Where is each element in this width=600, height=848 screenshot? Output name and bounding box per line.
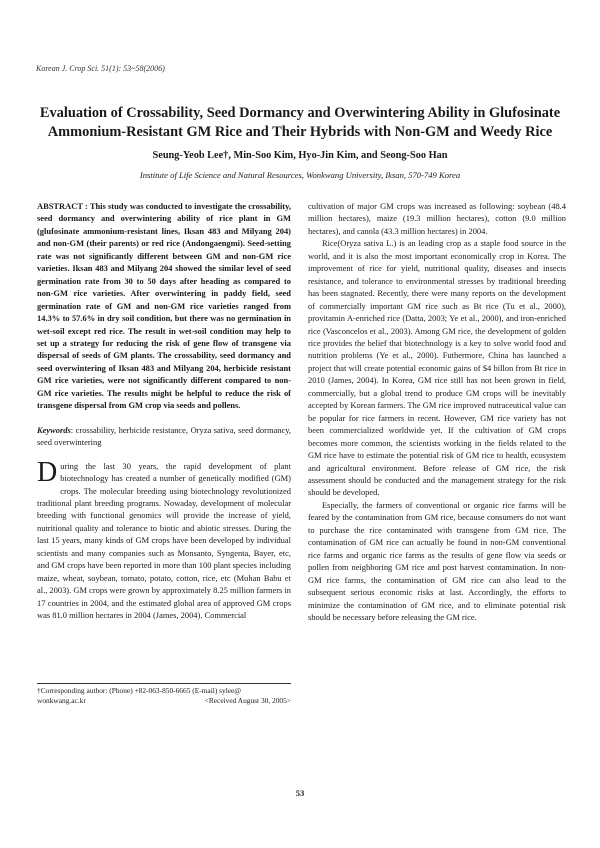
right-paragraph-2: Rice(Oryza sativa L.) is an leading crop as a staple food source in the world, and it is also the most important economically crop in Korea. The improvement of rice for yield, nutritional quality, diseases and insects resistance, and tolerance to environmental stresses by traditional breeding has been stagnated. Recently, there were many reports on the development of commercially important GM rice such as Bt rice (Tu et al., 2000), provitamin A-enriched rice (Datta, 2003; Ye et al., 2000), and iron-enriched rice (Vasconcelos et al., 2003). Among GM rice, the development of golden rice provides the belief that biotechnology is a key to solve world food and nutrition problems (Ye et al., 2000). Futhermore, China has launched a project that will create potential economic gains of $4 billon from Bt rice in 2010 (James, 2004). In Korea, GM rice still has not been grown in field, commercially, but a global trend to produce GM crops will be inevitably accepted by Korean farmers. The GM rice improved nutraceutical value can be popular for rice farmers in recent. However, GM rice variety has not been commercialized worldwide yet. If the cultivation of GM crops becomes more common, the scientists working in the fields related to the GM rice have to estimate the potential risk of GM rice to health, ecosystem and agricultural environment. Before release of GM rice, the risk assessment should be conducted and the management strategy for the risk should be developed. bbox=[308, 238, 566, 498]
title-line-2: Ammonium-Resistant GM Rice and Their Hybrids with Non-GM and Weedy Rice bbox=[47, 124, 553, 140]
author-list: Seung-Yeob Lee†, Min-Soo Kim, Hyo-Jin Kim, and Seong-Soo Han bbox=[152, 150, 448, 161]
abstract-label: ABSTRACT : bbox=[37, 201, 90, 211]
keywords-label: Keywords bbox=[37, 424, 71, 435]
footnote-email-end: wonkwang.ac.kr bbox=[37, 696, 86, 705]
footnote-contact: †Corresponding author: (Phone) +82-063-850-6665 (E-mail) sylee@ bbox=[37, 686, 242, 695]
received-date: <Received August 30, 2005> bbox=[204, 696, 291, 705]
title-line-1: Evaluation of Crossability, Seed Dormancy and Overwintering Ability in Glufosinate bbox=[39, 105, 561, 121]
page-number: 53 bbox=[295, 788, 305, 798]
keywords-text: : crossability, herbicide resistance, Oryza sativa, seed dormancy, seed overwintering bbox=[37, 424, 291, 448]
left-column bbox=[37, 200, 291, 622]
introduction-paragraph bbox=[37, 456, 291, 622]
abstract-text: This study was conducted to investigate the crossability, seed dormancy and overwintering ability of rice plant in GM (glufosinate ammonium-resistant lines, Iksan 483 and Milyang 204) and non-GM (their parents) or red rice (Andongaengmi). Seed-setting rate was not significantly different between GM and non-GM rice varieties. Iksan 483 and Milyang 204 showed the similar level of seed germination rate from 30 to 50 days after heading as compared to non-GM rice varieties. After overwintering in paddy field, seed germination rate of GM and non-GM rice varieties ranged from 14.3% to 57.6% in dry soil condition, but there was no germination in wet-soil except red rice. The result in wet-soil condition may help to set up a strategy for reducing the risk of gene flow of transgene via dispersal of seeds of GM plants. The crossability, seed dormancy and seed overwintering of Iksan 483 and Milyang 204, herbicide resistant GM rice varieties, were not significantly different compared to non-GM rice varieties. The results might be helpful to reduce the risk of transgene dispersal from GM crop via seeds and pollens. bbox=[37, 201, 291, 411]
right-paragraph-1: cultivation of major GM crops was increased as following: soybean (48.4 million hectares), maize (19.3 million hectares), cotton (9.0 million hectares), and canola (43.3 million hectares) in 2004. bbox=[308, 201, 566, 236]
journal-citation: Korean J. Crop Sci. 51(1): 53~58(2006) bbox=[36, 64, 165, 73]
right-column bbox=[308, 200, 566, 623]
paper-title bbox=[30, 104, 570, 142]
corresponding-author-footnote bbox=[37, 683, 291, 706]
right-paragraph-3: Especially, the farmers of conventional or organic rice farms will be feared by the contamination from GM rice, because consumers do not want to purchase the rice contaminated with transgene from GM rice. The contamination of GM rice can actually be found in non-GM conventional rice farms and organic rice farms as the results of gene flow via seeds or pollen from neighboring GM rice and post harvest contamination. In non-GM rice farms, the contamination of GM rice can also lead to the subsequent serious economic risks at last. Accordingly, the efforts to minimize the contamination of GM rice, and to eliminate potential risk should be necessary before releasing the GM rice. bbox=[308, 499, 566, 622]
keywords bbox=[37, 424, 291, 449]
footnote-row bbox=[37, 696, 291, 706]
abstract bbox=[37, 200, 291, 412]
affiliation: Institute of Life Science and Natural Resources, Wonkwang University, Iksan, 570-749 Korea bbox=[139, 170, 461, 180]
drop-cap: D bbox=[37, 456, 58, 488]
introduction-text: uring the last 30 years, the rapid development of plant biotechnology has created a number of genetically modified (GM) crops. The molecular breeding using biotechnology revolutionized traditional plant breeding programs. Nowaday, development of molecular breeding with functional genomics will provide the increase of yield, nutritional quality and tolerance to biotic and abiotic stresses. During the last 15 years, many kinds of GM crops have been developed by individual scientists and many companies such as Monsanto, Syngenta, Bayer, etc, and GM crops have been reported in more than 100 plant species including maize, wheat, soybean, tomato, potato, cotton, rice, etc (Mohan Babu et al., 2003). GM crops were grown by approximately 8.25 million farmers in 17 countries in 2004, and the estimated global area of approved GM crops was 81.0 million hectares in 2004 (James, 2004). Commercial bbox=[37, 460, 291, 621]
